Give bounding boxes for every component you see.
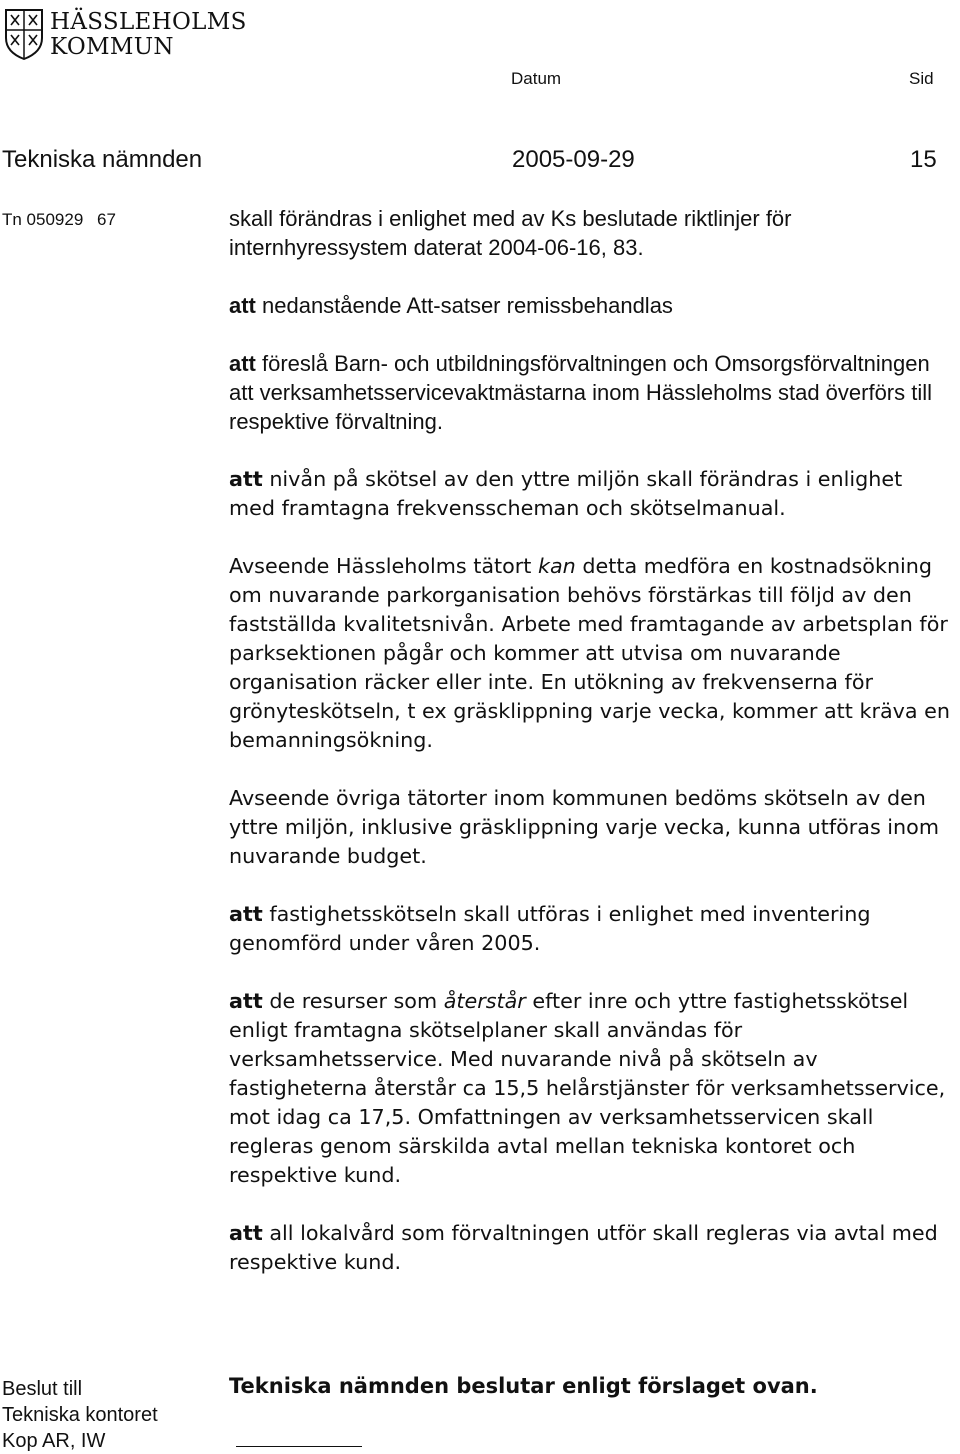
paragraph-2 — [229, 291, 954, 320]
distribution-list — [2, 1376, 158, 1454]
paragraph-6: Avseende övriga tätorter inom kommunen bedöms skötseln av den yttre miljön, inklusive gräsklippning varje vecka, kunna utföras inom nuvarande budget. — [229, 786, 939, 868]
recipient: Tekniska kontoret — [2, 1404, 158, 1426]
att-keyword: att — [229, 293, 256, 318]
paragraph-5-text-a: Avseende Hässleholms tätort — [229, 554, 538, 578]
beslut-till-label: Beslut till — [2, 1378, 83, 1400]
att-keyword: att — [229, 1221, 263, 1245]
att-keyword: att — [229, 351, 256, 376]
page-number: 15 — [910, 146, 937, 173]
paragraph-5-text-b: detta medföra en kostnadsökning om nuvarande parkorganisation behövs förstärkas till följd av den fastställda kvalitetsnivån. Arbete med framtagande av arbetsplan för parksektionen pågår och kommer att utvisa om nuvarande organisation räcker eller inte. En utökning av frekvenserna för grönyteskötseln, t ex gräsklippning varje vecka, kommer att kräva en bemanningsökning. — [229, 554, 950, 752]
organization-name-line2: KOMMUN — [50, 34, 174, 60]
paragraph-9-text: all lokalvård som förvaltningen utför skall regleras via avtal med respektive kund. — [229, 1221, 938, 1274]
paragraph-5-italic: kan — [538, 554, 576, 578]
paragraph-4-text: nivån på skötsel av den yttre miljön skall förändras i enlighet med framtagna frekvensscheman och skötselmanual. — [229, 467, 903, 520]
organization-name-line1: HÄSSLEHOLMS — [50, 9, 247, 35]
organization-name — [50, 10, 247, 60]
att-keyword: att — [229, 902, 263, 926]
committee-name: Tekniska nämnden — [2, 146, 203, 173]
paragraph-4 — [229, 465, 954, 523]
paragraph-2-text: nedanstående Att-satser remissbehandlas — [255, 293, 673, 318]
att-keyword: att — [229, 467, 263, 491]
paragraph-8-italic: återstår — [443, 989, 526, 1013]
reference-id: Tn 050929 — [2, 210, 84, 229]
decision-statement: Tekniska nämnden beslutar enligt förslaget ovan. — [229, 1374, 818, 1398]
paragraph-7-text: fastighetsskötseln skall utföras i enlighet med inventering genomförd under våren 2005. — [229, 902, 871, 955]
paragraph-3 — [229, 349, 954, 436]
municipal-coat-of-arms-icon — [4, 8, 44, 60]
section-reference — [2, 210, 116, 230]
minutes-body — [229, 204, 954, 1306]
paragraph-8 — [229, 987, 954, 1190]
paragraph-8-text-a: de resurser som — [262, 989, 444, 1013]
copy-recipients: Kop AR, IW — [2, 1430, 106, 1452]
section-number: 67 — [92, 210, 116, 229]
sid-label: Sid — [909, 69, 934, 88]
meeting-date: 2005-09-29 — [512, 146, 635, 173]
att-keyword: att — [229, 989, 263, 1013]
datum-label: Datum — [511, 69, 562, 88]
paragraph-5 — [229, 552, 954, 755]
paragraph-7 — [229, 900, 954, 958]
paragraph-3-text: föreslå Barn- och utbildningsförvaltningen och Omsorgsförvaltningen att verksamhetsservicevaktmästarna inom Hässleholms stad överförs till respektive förvaltning. — [229, 351, 933, 434]
signature-line — [236, 1446, 362, 1447]
paragraph-8-text-b: efter inre och yttre fastighetsskötsel enligt framtagna skötselplaner skall användas för verksamhetsservice. Med nuvarande nivå på skötseln av fastigheterna återstår ca 15,5 helårstjänster för verksamhetsservice, mot idag ca 17,5. Omfattningen av verksamhetsservicen skall regleras genom särskilda avtal mellan tekniska kontoret och respektive kund. — [229, 989, 946, 1187]
paragraph-1: skall förändras i enlighet med av Ks beslutade riktlinjer för internhyressystem daterat 2004-06-16, 83. — [229, 206, 792, 260]
paragraph-9 — [229, 1219, 954, 1277]
